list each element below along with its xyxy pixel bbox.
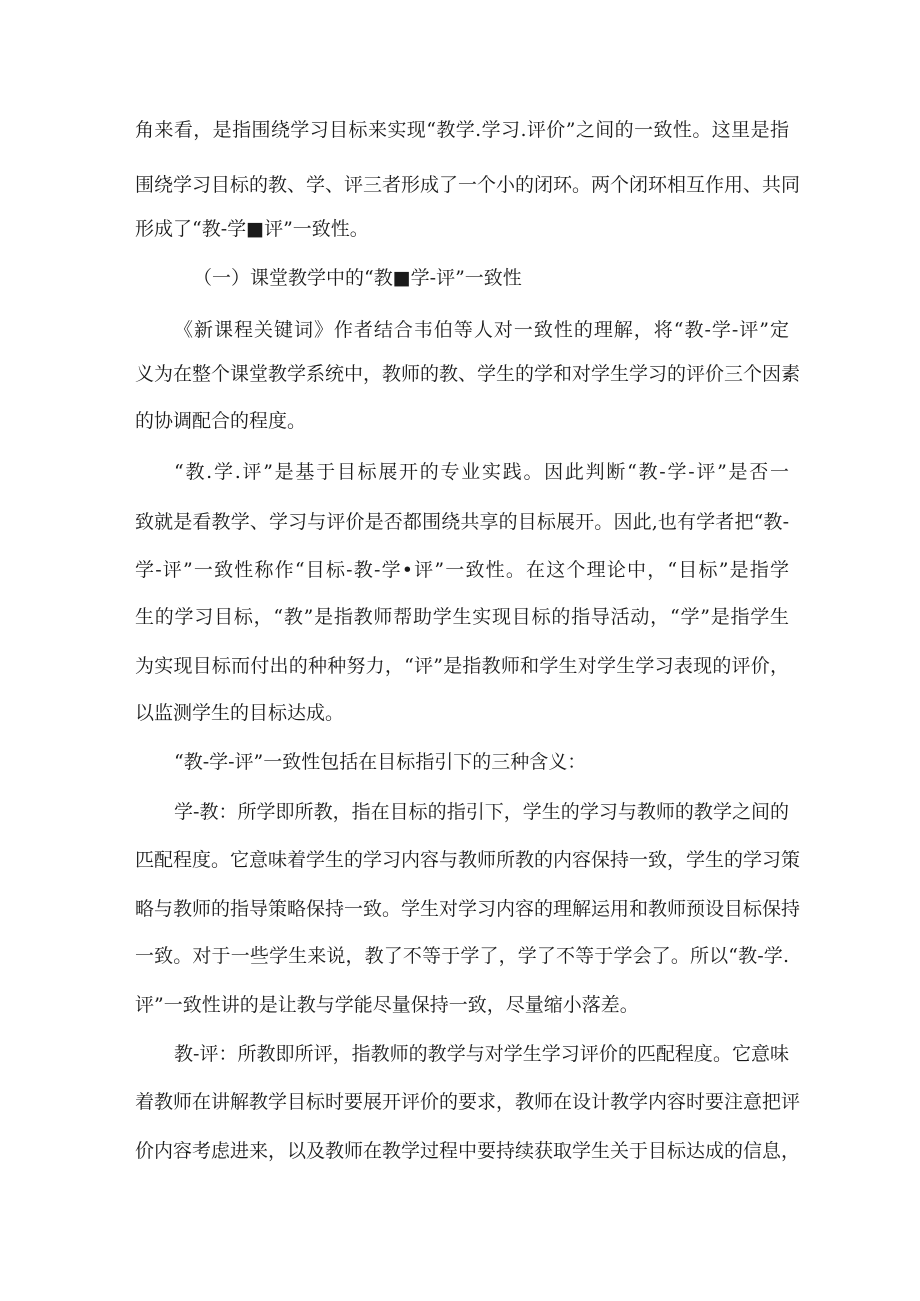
paragraph-line: 义为在整个课堂教学系统中，教师的教、学生的学和对学生学习的评价三个因素 xyxy=(135,363,801,385)
paragraph-line: 生的学习目标，“教”是指教师帮助学生实现目标的指导活动，“学”是指学生 xyxy=(135,606,789,628)
paragraph-line: 评”一致性讲的是让教与学能尽量保持一致，尽量缩小落差。 xyxy=(135,994,639,1016)
paragraph-line: 价内容考虑进来，以及教师在教学过程中要持续获取学生关于目标达成的信息， xyxy=(135,1140,801,1162)
paragraph-line: 为实现目标而付出的种种努力，“评”是指教师和学生对学生学习表现的评价， xyxy=(135,655,789,677)
paragraph-line: 略与教师的指导策略保持一致。学生对学习内容的理解运用和教师预设目标保持 xyxy=(135,898,801,920)
paragraph-line: 着教师在讲解教学目标时要展开评价的要求，教师在设计教学内容时要注意把评 xyxy=(135,1091,801,1113)
paragraph-line: “教-学-评”一致性包括在目标指引下的三种含义： xyxy=(174,751,587,773)
paragraph-line: 以监测学生的目标达成。 xyxy=(135,702,345,724)
paragraph-line: 《新课程关键词》作者结合韦伯等人对一致性的理解，将“教-学-评”定 xyxy=(174,319,789,341)
paragraph-line: 围绕学习目标的教、学、评三者形成了一个小的闭环。两个闭环相互作用、共同 xyxy=(135,174,801,196)
paragraph-line: 形成了“教-学■评”一致性。 xyxy=(135,218,369,240)
paragraph-line: 学-教：所学即所教，指在目标的指引下，学生的学习与教师的教学之间的 xyxy=(174,801,789,823)
paragraph-line: 的协调配合的程度。 xyxy=(135,410,307,432)
paragraph-line: 角来看，是指围绕学习目标来实现“教学.学习.评价”之间的一致性。这里是指 xyxy=(135,119,789,141)
paragraph-line: 教-评：所教即所评，指教师的教学与对学生学习评价的匹配程度。它意味 xyxy=(174,1043,789,1065)
paragraph-line: 匹配程度。它意味着学生的学习内容与教师所教的内容保持一致，学生的学习策 xyxy=(135,849,801,871)
paragraph-line: 致就是看教学、学习与评价是否都围绕共享的目标展开。因此,也有学者把“教- xyxy=(135,511,789,533)
paragraph-line: 学-评”一致性称作“目标-教-学•评”一致性。在这个理论中，“目标”是指学 xyxy=(135,559,789,581)
paragraph-line: 一致。对于一些学生来说，教了不等于学了，学了不等于学会了。所以“教-学. xyxy=(135,945,789,967)
section-heading: （一）课堂教学中的“教■学-评”一致性 xyxy=(193,267,522,289)
paragraph-line: “教.学.评”是基于目标展开的专业实践。因此判断“教-学-评”是否一 xyxy=(174,461,789,483)
